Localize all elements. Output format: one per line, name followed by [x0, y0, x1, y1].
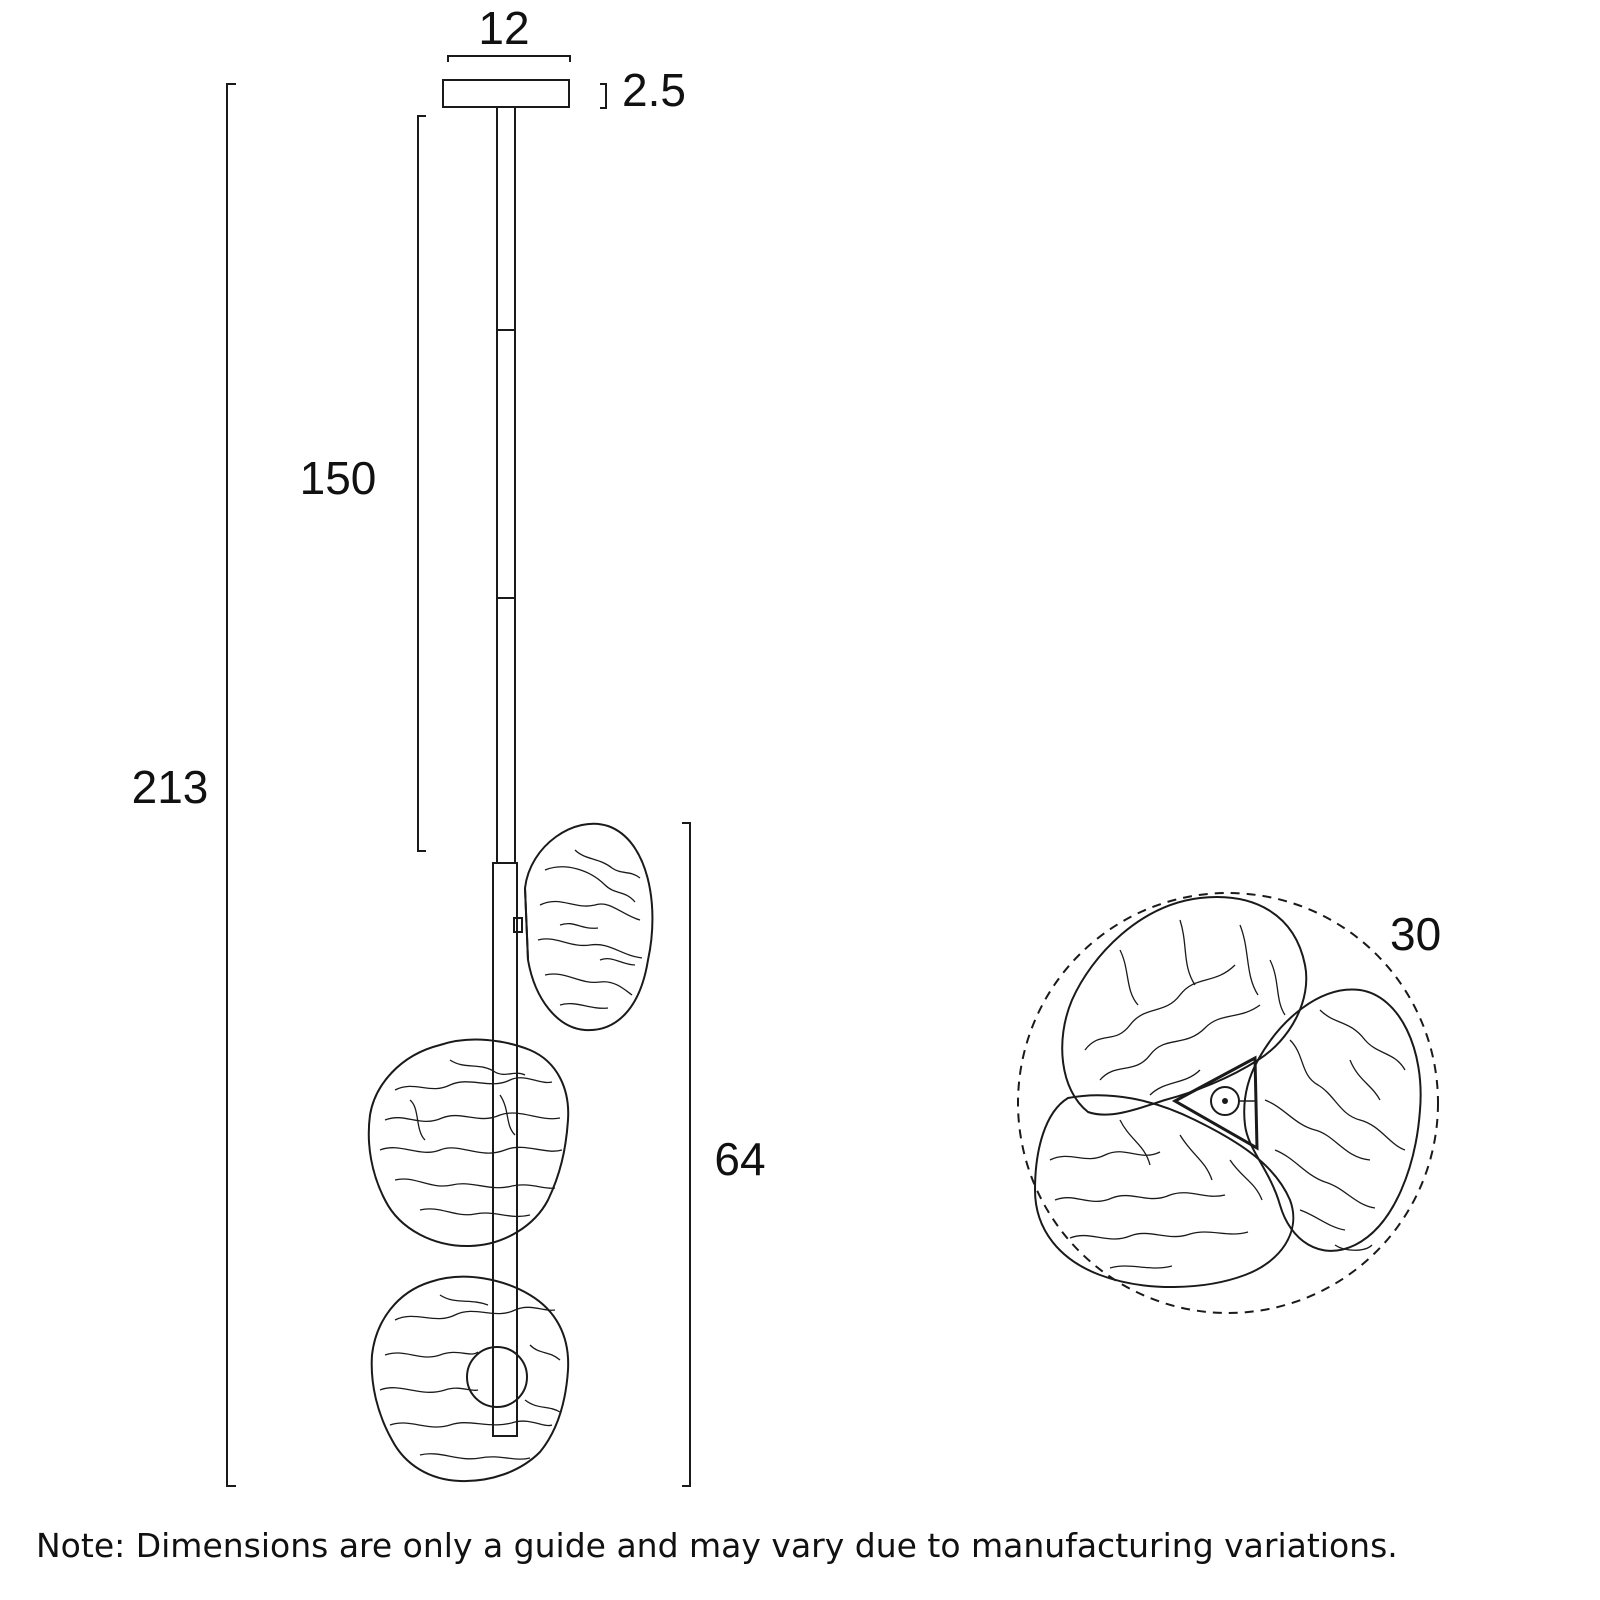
glass-shade-bottom: [372, 1277, 568, 1481]
plan-shade-upper-left: [1062, 897, 1306, 1115]
cluster-height-label: 64: [714, 1133, 766, 1185]
glass-shade-middle: [369, 1040, 568, 1246]
overall-height-label: 213: [131, 761, 209, 813]
plan-shade-lower-left: [1035, 1095, 1293, 1287]
rod-length-dimension: [418, 116, 426, 851]
cluster-diameter-label: 30: [1390, 908, 1442, 960]
ceiling-canopy: [443, 80, 569, 107]
overall-height-dimension: [227, 84, 236, 1486]
suspension-rod: [497, 107, 515, 863]
rod-length-label: 150: [299, 452, 377, 504]
plan-shade-right: [1244, 990, 1420, 1251]
side-elevation: [132, 2, 766, 1486]
canopy-width-label: 12: [478, 2, 530, 54]
dimensions-note: Note: Dimensions are only a guide and may vary due to manufacturing variations.: [36, 1526, 1398, 1565]
glass-shade-top: [525, 824, 652, 1030]
canopy-height-label: 2.5: [622, 64, 686, 116]
canopy-height-dimension: [600, 84, 606, 108]
canopy-width-dimension: [448, 56, 570, 62]
cluster-diameter-circle: [1018, 893, 1438, 1313]
cluster-height-dimension: [682, 823, 690, 1486]
plan-view: [1018, 893, 1441, 1313]
